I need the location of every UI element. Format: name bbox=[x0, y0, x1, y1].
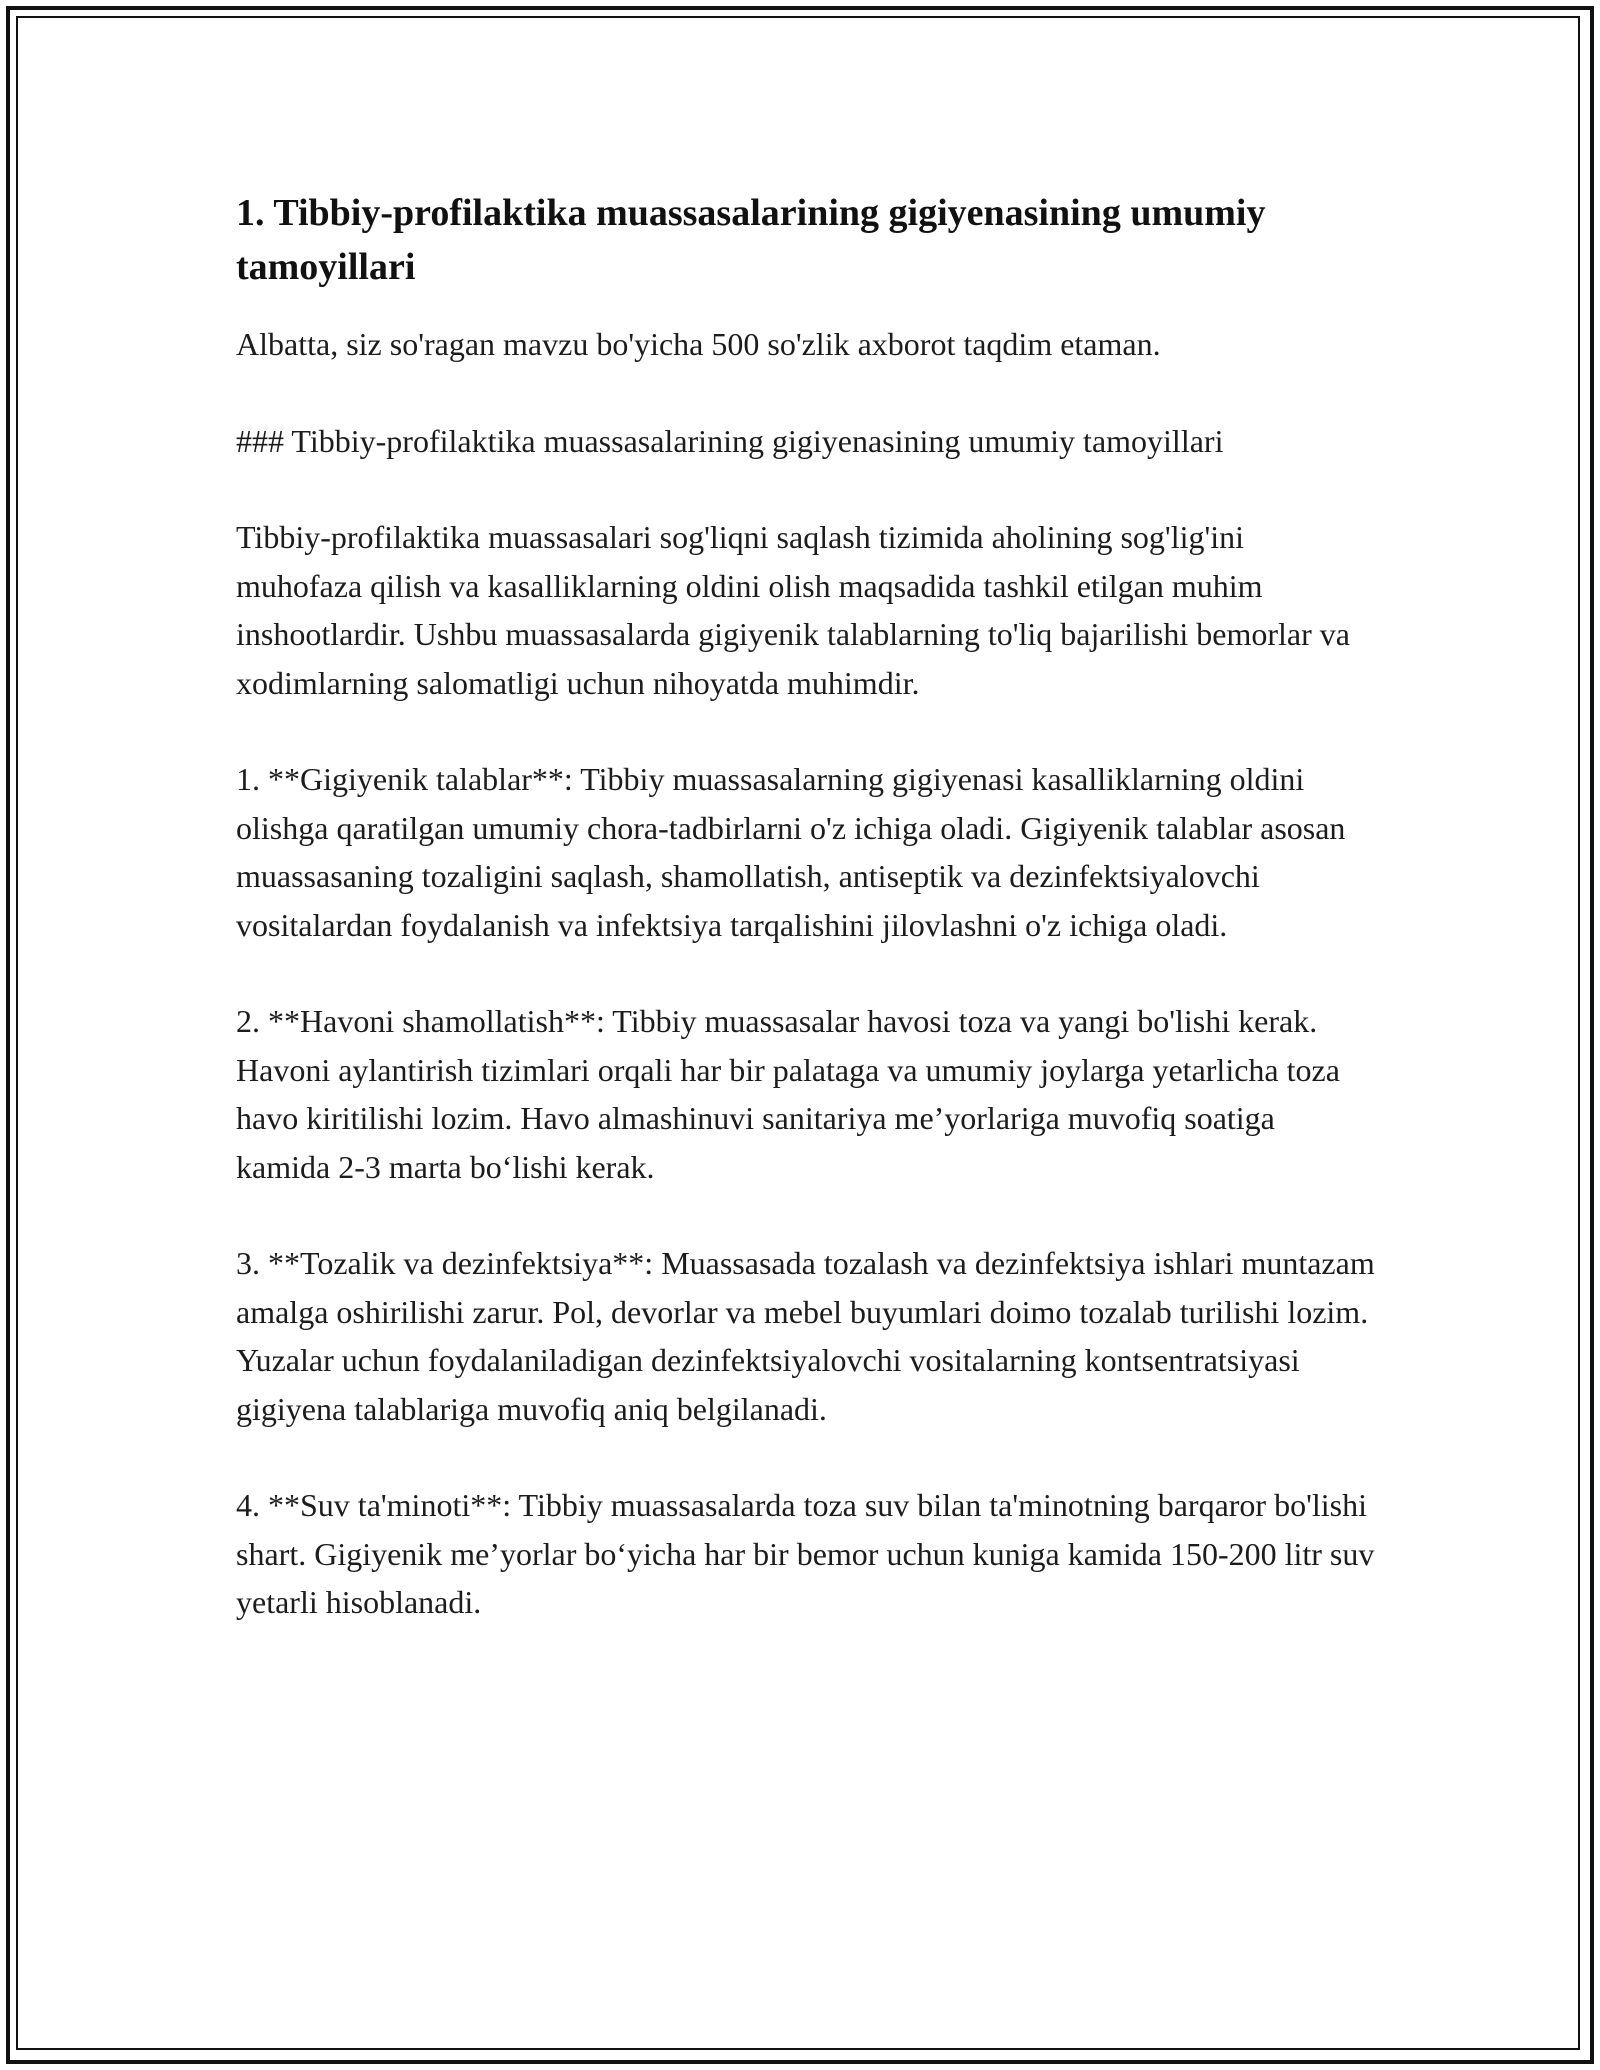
list-item-hygiene-requirements: 1. **Gigiyenik talablar**: Tibbiy muassasalarning gigiyenasi kasalliklarning oldini olishga qaratilgan umumiy chora-tadbirlarni o'z ichiga oladi. Gigiyenik talablar asosan muassasaning tozaligini saqlash, shamollatish, antiseptik va dezinfektsiyalovchi vositalardan foydalanish va infektsiya tarqalishini jilovlashni o'z ichiga oladi. bbox=[236, 761, 1346, 943]
list-item-ventilation: 2. **Havoni shamollatish**: Tibbiy muassasalar havosi toza va yangi bo'lishi kerak. Havoni aylantirish tizimlari orqali har bir palataga va umumiy joylarga yetarlicha toza havo kiritilishi lozim. Havo almashinuvi sanitariya me’yorlariga muvofiq soatiga kamida 2-3 marta bo‘lishi kerak. bbox=[236, 1003, 1340, 1185]
document-body bbox=[236, 186, 1376, 1675]
list-item-cleaning-disinfection: 3. **Tozalik va dezinfektsiya**: Muassasada tozalash va dezinfektsiya ishlari muntazam amalga oshirilishi zarur. Pol, devorlar va mebel buyumlari doimo tozalab turilishi lozim. Yuzalar uchun foydalaniladigan dezinfektsiyalovchi vositalarning kontsentratsiyasi gigiyena talablariga muvofiq aniq belgilanadi. bbox=[236, 1245, 1375, 1427]
list-item-water-supply: 4. **Suv ta'minoti**: Tibbiy muassasalarda toza suv bilan ta'minotning barqaror bo'lishi shart. Gigiyenik me’yorlar bo‘yicha har bir bemor uchun kuniga kamida 150-200 litr suv yetarli hisoblanadi. bbox=[236, 1487, 1375, 1620]
overview-paragraph: Tibbiy-profilaktika muassasalari sog'liqni saqlash tizimida aholining sog'lig'ini muhofaza qilish va kasalliklarning oldini olish maqsadida tashkil etilgan muhim inshootlardir. Ushbu muassasalarda gigiyenik talablarning to'liq bajarilishi bemorlar va xodimlarning salomatligi uchun nihoyatda muhimdir. bbox=[236, 519, 1350, 701]
page-title: 1. Tibbiy-profilaktika muassasalarining gigiyenasining umumiy tamoyillari bbox=[236, 192, 1266, 288]
intro-paragraph: Albatta, siz so'ragan mavzu bo'yicha 500 so'zlik axborot taqdim etaman. bbox=[236, 326, 1161, 362]
section-heading-paragraph: ### Tibbiy-profilaktika muassasalarining gigiyenasining umumiy tamoyillari bbox=[236, 422, 1224, 459]
